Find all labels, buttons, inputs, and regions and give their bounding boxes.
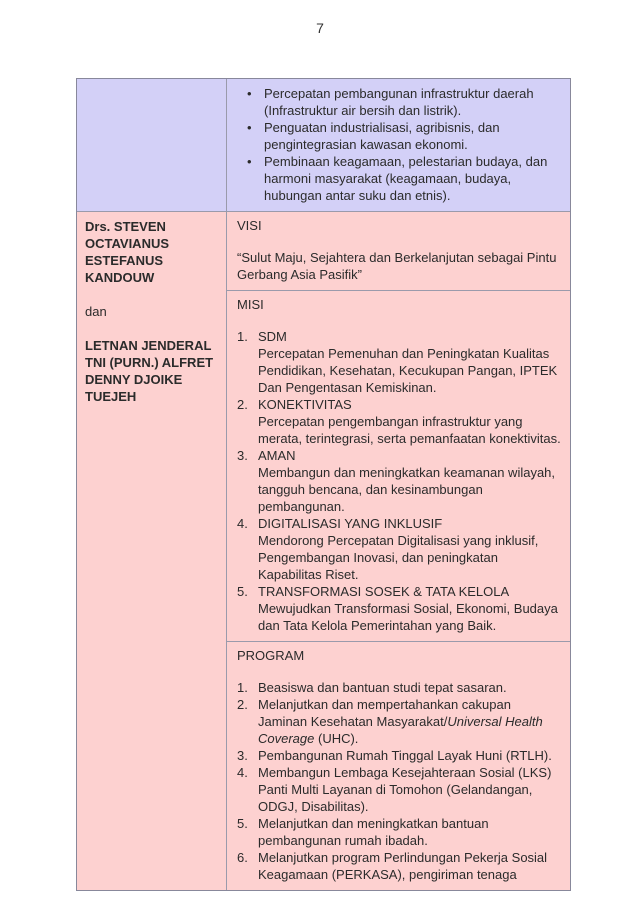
list-item-content: [258, 696, 562, 747]
list-item: [237, 815, 562, 849]
list-item: [237, 153, 562, 204]
list-item-content: Melanjutkan dan meningkatkan bantuan pembangunan rumah ibadah.: [258, 816, 489, 848]
misi-item-title: KONEKTIVITAS: [258, 397, 352, 412]
misi-item-description: Percepatan pengembangan infrastruktur yang merata, terintegrasi, serta pemanfaatan konektivitas.: [258, 414, 561, 446]
program-item-text: (UHC).: [314, 731, 359, 746]
misi-list: [237, 328, 562, 634]
list-item-number: 4.: [237, 516, 248, 531]
misi-item-title: TRANSFORMASI SOSEK & TATA KELOLA: [258, 584, 510, 599]
bullet-glyph: •: [247, 154, 252, 169]
list-item-content: Melanjutkan program Perlindungan Pekerja Sosial Keagamaan (PERKASA), pengiriman tenaga: [258, 850, 548, 882]
list-item-content: Membangun Lembaga Kesejahteraan Sosial (LKS) Panti Multi Layanan di Tomohon (Gelandangan, ODGJ, Disabilitas).: [258, 765, 552, 814]
program-section: [227, 641, 570, 890]
program-item-text: Melanjutkan dan mempertahankan cakupan Jaminan Kesehatan Masyarakat/: [258, 697, 511, 729]
list-item-content: [258, 396, 562, 447]
misi-heading: MISI: [237, 297, 264, 312]
candidate-detail-cell: [227, 212, 570, 890]
list-item-number: 2.: [237, 697, 248, 712]
list-item: [237, 515, 562, 583]
list-item-number: 1.: [237, 329, 248, 344]
list-item-number: 1.: [237, 680, 248, 695]
misi-item-title: DIGITALISASI YANG INKLUSIF: [258, 516, 443, 531]
list-item-content: Beasiswa dan bantuan studi tepat sasaran.: [258, 680, 507, 695]
priorities-bullet-cell: [227, 79, 570, 212]
misi-section: [227, 290, 570, 641]
list-item-number: 6.: [237, 850, 248, 865]
misi-item-description: Mewujudkan Transformasi Sosial, Ekonomi, Budaya dan Tata Kelola Pemerintahan yang Baik.: [258, 601, 558, 633]
program-item-italic-text: Universal Health Coverage: [258, 714, 543, 746]
table-row-priorities: [77, 79, 570, 212]
list-item: [237, 328, 562, 396]
list-item: [237, 447, 562, 515]
list-item-number: 3.: [237, 748, 248, 763]
priorities-left-cell-empty: [77, 79, 227, 212]
list-item-number: 3.: [237, 448, 248, 463]
page-number: 7: [316, 20, 324, 36]
bullet-glyph: •: [247, 86, 252, 101]
visi-quote: “Sulut Maju, Sejahtera dan Berkelanjutan sebagai Pintu Gerbang Asia Pasifik”: [237, 250, 557, 282]
list-item: [237, 85, 562, 119]
list-item-number: 5.: [237, 816, 248, 831]
candidate-names-cell: [77, 212, 227, 890]
table-row-candidate: [77, 212, 570, 890]
list-item-text: Penguatan industrialisasi, agribisnis, dan pengintegrasian kawasan ekonomi.: [264, 120, 500, 152]
list-item: [237, 849, 562, 883]
candidate-name-1: Drs. STEVEN OCTAVIANUS ESTEFANUS KANDOUW: [85, 219, 170, 285]
misi-item-description: Mendorong Percepatan Digitalisasi yang inklusif, Pengembangan Inovasi, dan peningkatan Kapabilitas Riset.: [258, 533, 539, 582]
list-item-content: [258, 515, 562, 583]
list-item: [237, 583, 562, 634]
list-item-content: Pembangunan Rumah Tinggal Layak Huni (RTLH).: [258, 748, 552, 763]
misi-item-description: Membangun dan meningkatkan keamanan wilayah, tangguh bencana, dan kesinambungan pembangunan.: [258, 465, 556, 514]
misi-item-description: Percepatan Pemenuhan dan Peningkatan Kualitas Pendidikan, Kesehatan, Kecukupan Pangan, IPTEK Dan Pengentasan Kemiskinan.: [258, 346, 558, 395]
list-item-number: 4.: [237, 765, 248, 780]
list-item: [237, 119, 562, 153]
list-item: [237, 679, 562, 696]
visi-section: [227, 212, 570, 290]
list-item-number: 5.: [237, 584, 248, 599]
bullet-glyph: •: [247, 120, 252, 135]
list-item-text: Pembinaan keagamaan, pelestarian budaya, dan harmoni masyarakat (keagamaan, budaya, hubungan antar suku dan etnis).: [264, 154, 548, 203]
misi-item-title: SDM: [258, 329, 287, 344]
list-item-text: Percepatan pembangunan infrastruktur daerah (Infrastruktur air bersih dan listrik).: [264, 86, 534, 118]
candidate-table: [76, 78, 571, 891]
list-item: [237, 696, 562, 747]
priorities-bullet-list: [237, 85, 562, 204]
program-heading: PROGRAM: [237, 648, 305, 663]
list-item: [237, 396, 562, 447]
list-item: [237, 747, 562, 764]
candidate-name-2: LETNAN JENDERAL TNI (PURN.) ALFRET DENNY DJOIKE TUEJEH: [85, 338, 214, 404]
program-list: [237, 679, 562, 883]
list-item: [237, 764, 562, 815]
list-item-content: [258, 447, 562, 515]
misi-item-title: AMAN: [258, 448, 296, 463]
candidate-connector: dan: [85, 304, 107, 319]
list-item-number: 2.: [237, 397, 248, 412]
list-item-content: [258, 328, 562, 396]
list-item-content: [258, 583, 562, 634]
visi-heading: VISI: [237, 218, 262, 233]
